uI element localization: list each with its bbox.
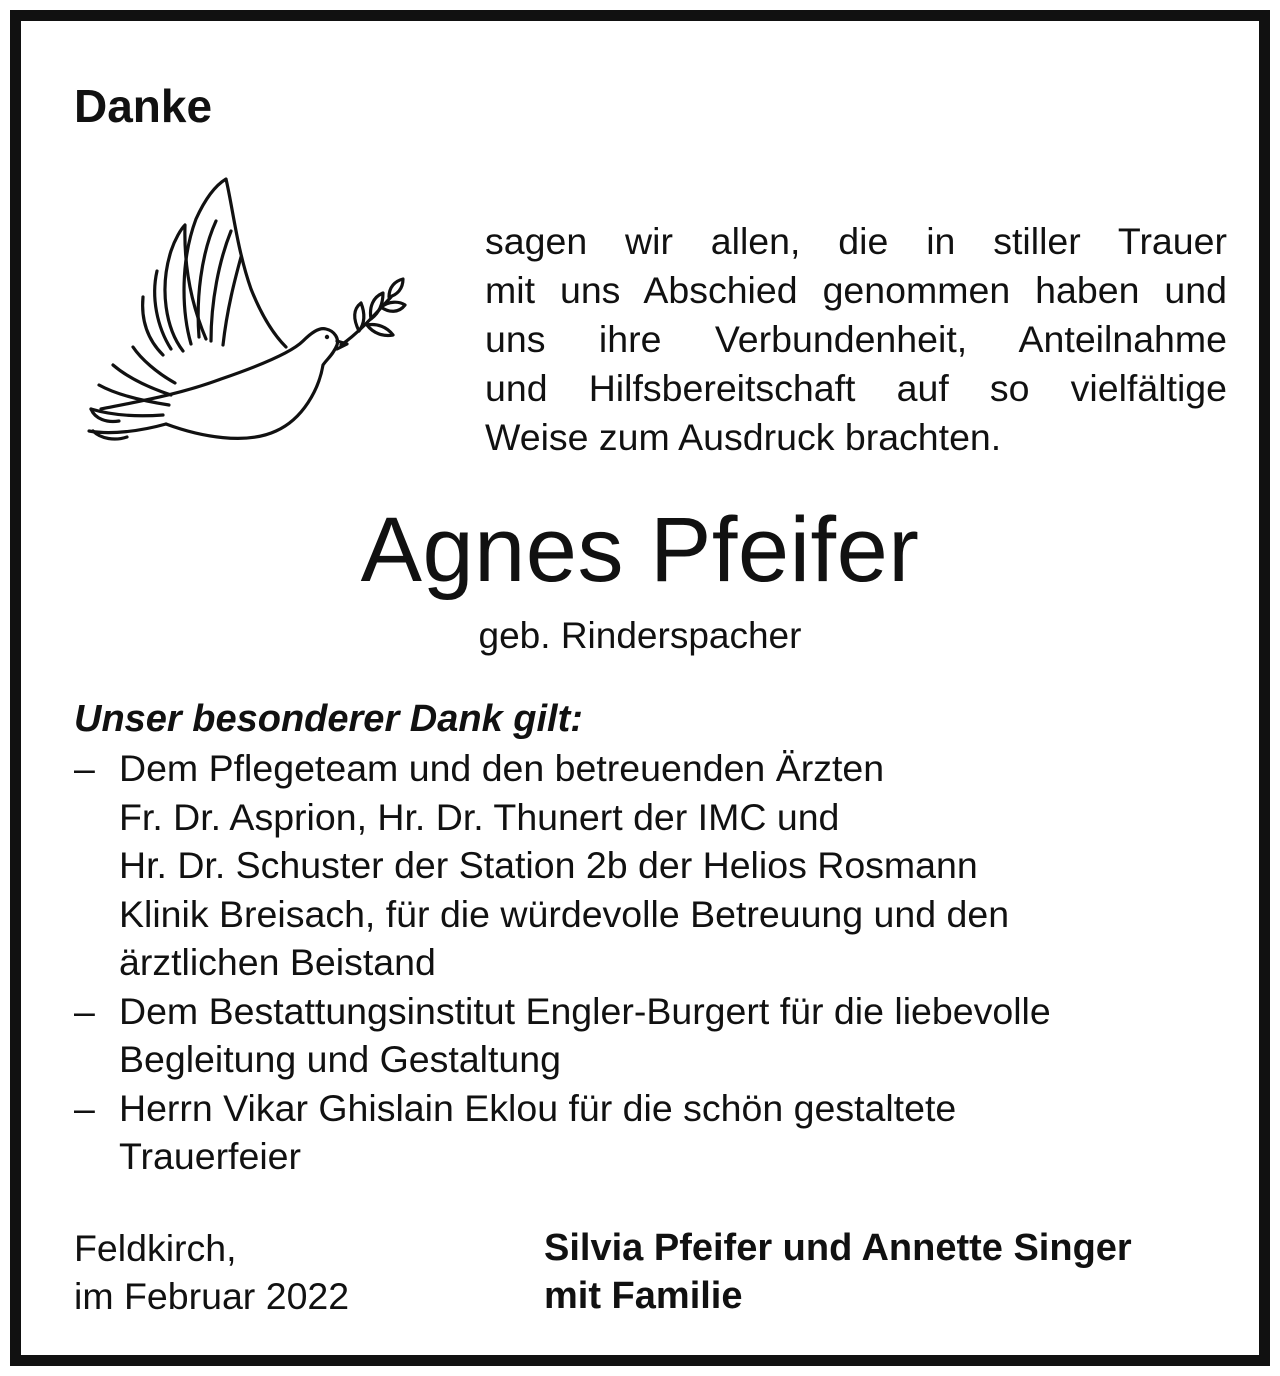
birth-name: geb. Rinderspacher	[478, 615, 802, 656]
list-item-line: Klinik Breisach, für die würdevolle Betreuung und den	[119, 892, 1010, 935]
list-item-line: Trauerfeier	[119, 1135, 302, 1177]
deceased-name: Agnes Pfeifer	[360, 499, 920, 601]
list-item	[74, 1084, 1051, 1181]
list-item-line: Hr. Dr. Schuster der Station 2b der Helios Rosmann	[119, 844, 978, 886]
intro-line: Weise zum Ausdruck brachten.	[485, 416, 1002, 458]
special-thanks-heading: Unser besonderer Dank gilt:	[74, 698, 583, 740]
list-item-line: Dem Pflegeteam und den betreuenden Ärzten	[119, 747, 885, 789]
list-item-line: Begleitung und Gestaltung	[119, 1038, 561, 1080]
notice-frame	[10, 10, 1270, 1366]
signers	[544, 1224, 1132, 1320]
dash-bullet: –	[74, 1086, 95, 1129]
intro-line: uns ihre Verbundenheit, Anteilnahme	[485, 318, 1227, 360]
notice-heading: Danke	[74, 80, 213, 132]
dove-with-olive-branch-icon	[71, 169, 411, 455]
dash-bullet: –	[74, 989, 95, 1032]
list-item-line: Fr. Dr. Asprion, Hr. Dr. Thunert der IMC und	[119, 795, 840, 838]
list-item-line: ärztlichen Beistand	[119, 941, 436, 983]
intro-line: mit uns Abschied genommen haben und	[485, 269, 1227, 311]
intro-line: und Hilfsbereitschaft auf so vielfältige	[485, 367, 1227, 409]
intro-line: sagen wir allen, die in stiller Trauer	[485, 220, 1227, 262]
list-item-line: Herrn Vikar Ghislain Eklou für die schön gestaltete	[119, 1086, 957, 1129]
signer-line: Silvia Pfeifer und Annette Singer	[544, 1227, 1132, 1269]
date-line: im Februar 2022	[74, 1275, 350, 1317]
list-item	[74, 987, 1051, 1084]
special-thanks-list	[74, 744, 1051, 1181]
intro-text	[485, 217, 1227, 462]
list-item-line: Dem Bestattungsinstitut Engler-Burgert für die liebevolle	[119, 989, 1051, 1032]
signer-line: mit Familie	[544, 1275, 743, 1317]
place-line: Feldkirch,	[74, 1227, 237, 1269]
list-item	[74, 744, 1051, 987]
dash-bullet: –	[74, 747, 95, 789]
place-and-date	[74, 1224, 349, 1320]
